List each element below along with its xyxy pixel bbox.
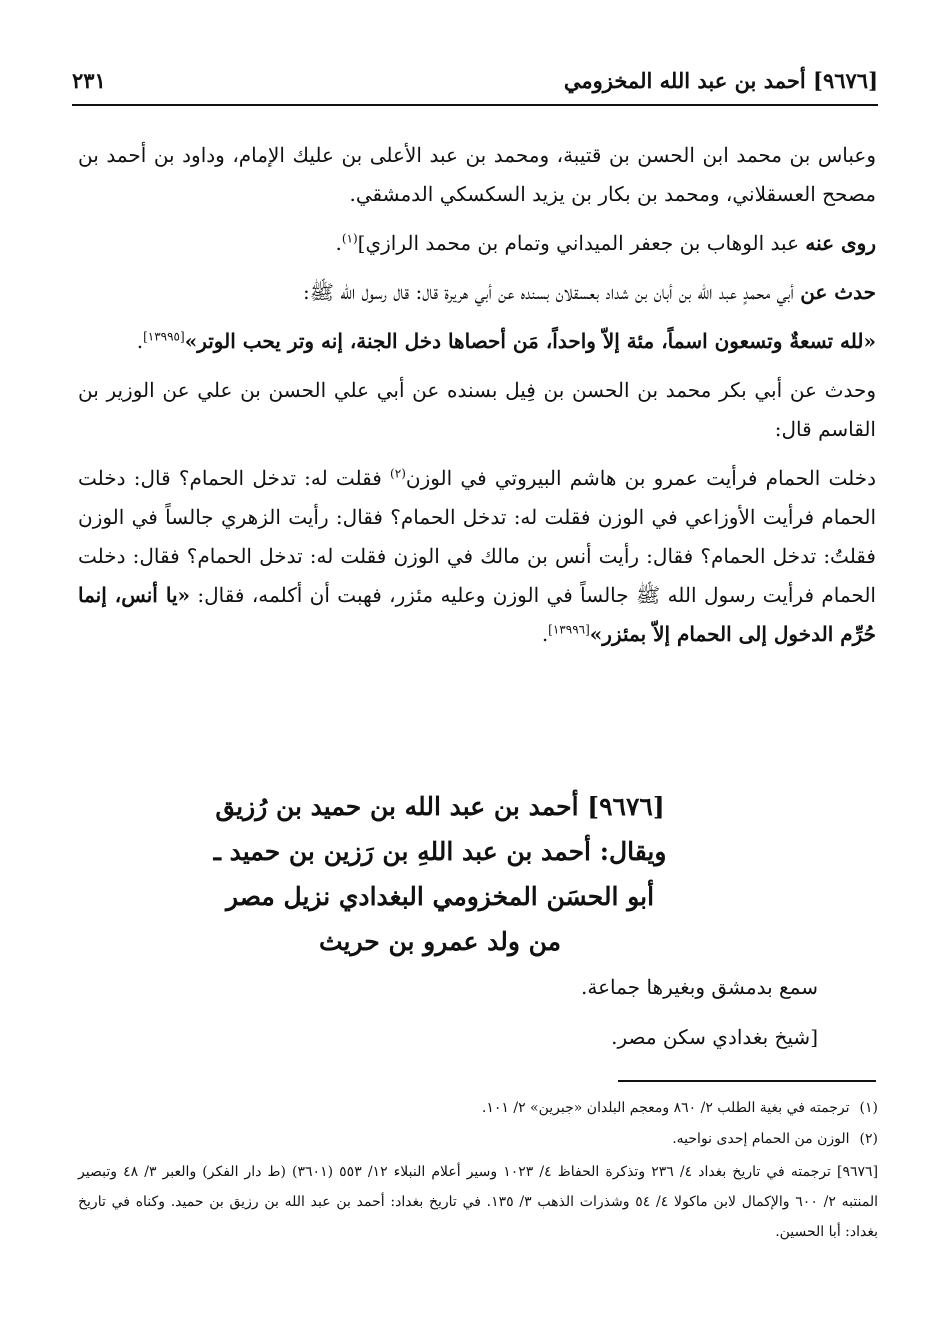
- footnotes: [78, 1093, 878, 1247]
- narrators-text: عبد الوهاب بن جعفر الميداني وتمام بن محمد الرازي]: [357, 231, 800, 255]
- entry-heading-line-1: [٩٦٧٦] أحمد بن عبد الله بن حميد بن رُزيق: [215, 792, 665, 821]
- narrated-by-label: روى عنه: [805, 231, 876, 255]
- footnote-marker-1: (١): [341, 231, 358, 246]
- footnote-1: [78, 1093, 878, 1124]
- header-divider: [72, 104, 878, 106]
- entry-text-2: [شيخ بغدادي سكن مصر.: [611, 1025, 818, 1049]
- paragraph-teachers: وعباس بن محمد ابن الحسن بن قتيبة، ومحمد بن عبد الأعلى بن عليك الإمام، وداود بن أحمد بن مصحح العسقلاني، ومحمد بن بكار بن يزيد السكسكي الدمشقي.: [78, 143, 876, 206]
- hadith-text-2: «يا أنس، إنما حُرِّم الدخول إلى الحمام إلاّ بمئزر»: [78, 583, 876, 646]
- paragraph-bathhouse-story: دخلت الحمام فرأيت عمرو بن هاشم البيروتي في الوزن$^{(٢)}$ فقلت له: تدخل الحمام؟ قال: دخلت الحمام فرأيت الأوزاعي في الوزن فقلت له: تدخل الحمام؟ فقال: رأيت الزهري جالساً في الوزن فقلتُ: تدخل الحمام؟ فقال: رأيت أنس بن مالك في الوزن فقلت له: تدخل الحمام؟ فقال: دخلت الحمام فرأيت رسول الله ﷺ جالساً في الوزن وعليه مئزر، فهبت أن أكلمه، فقال: «يا أنس، إنما حُرِّم الدخول إلى الحمام إلاّ بمئزر»[١٣٩٩٦].: [78, 466, 876, 646]
- entry-heading-line-2: ويقال: أحمد بن عبد اللهِ بن رَزين بن حميد ـ: [213, 837, 667, 866]
- footnote-1-number: (١): [859, 1100, 878, 1116]
- entry-text-1: سمع بدمشق وبغيرها جماعة.: [581, 975, 818, 999]
- paragraph-hadith-1: «لله تسعةٌ وتسعون اسماً، مئة إلاّ واحداً، مَن أحصاها دخل الجنة، إنه وتر يحب الوتر»[١٣٩٩٥].: [136, 329, 876, 353]
- paragraph-narrators: روى عنه عبد الوهاب بن جعفر الميداني وتمام بن محمد الرازي]$^{(١)}$.: [335, 231, 876, 255]
- main-text: [78, 136, 876, 664]
- hadith-ref-2: [١٣٩٩٦]: [548, 622, 590, 637]
- entry-heading-line-4: من ولد عمرو بن حريث: [318, 927, 562, 956]
- footnote-marker-2: (٢): [390, 466, 406, 481]
- footnote-bibliography: [٩٦٧٦] ترجمته في تاريخ بغداد ٤/ ٢٣٦ وتذكرة الحفاظ ٤/ ١٠٢٣ وسير أعلام النبلاء ١٢/ ٥٥٣ (٣٦٠١) (ط دار الفكر) والعبر ٣/ ٤٨ وتبصير المنتبه ٢/ ٦٠٠ والإكمال لابن ماكولا ٤/ ٥٤ وشذرات الذهب ٣/ ١٣٥. في تاريخ بغداد: أحمد بن عبد الله بن رزيق بن حميد. وكناه في تاريخ بغداد: أبا الحسين.: [78, 1164, 879, 1240]
- footnote-2: [78, 1124, 878, 1155]
- hadith-text-1: «لله تسعةٌ وتسعون اسماً، مئة إلاّ واحداً، مَن أحصاها دخل الجنة، إنه وتر يحب الوتر»: [184, 329, 876, 353]
- running-title: [٩٦٧٦] أحمد بن عبد الله المخزومي: [563, 68, 878, 93]
- footnote-2-number: (٢): [859, 1131, 878, 1147]
- footnote-divider: [618, 1080, 876, 1082]
- paragraph-hadith-intro: [78, 273, 876, 312]
- narrated-from-label: حدث عن: [800, 280, 876, 304]
- entry-body: [78, 962, 876, 1062]
- paragraph-second-chain: وحدث عن أبي بكر محمد بن الحسن بن فِيل بسنده عن أبي علي الحسن بن علي عن الوزير بن القاسم قال:: [78, 378, 876, 441]
- footnote-2-text: الوزن من الحمام إحدى نواحيه.: [672, 1131, 850, 1147]
- entry-heading: [180, 784, 700, 964]
- footnote-1-text: ترجمته في بغية الطلب ٢/ ٨٦٠ ومعجم البلدان «جبرين» ٢/ ١٠١.: [481, 1100, 850, 1116]
- page-number: ٢٣١: [72, 68, 106, 93]
- hadith-ref-1: [١٣٩٩٥]: [143, 329, 185, 344]
- page-header: [72, 68, 878, 102]
- hadith-chain: أبي محمدٍ عبد الله بن أبان بن شداد بعسقلان بسنده عن أبي هريرة قال: قال رسول الله ﷺ:: [303, 280, 794, 304]
- entry-heading-line-3: أبو الحسَن المخزومي البغدادي نزيل مصر: [225, 882, 655, 911]
